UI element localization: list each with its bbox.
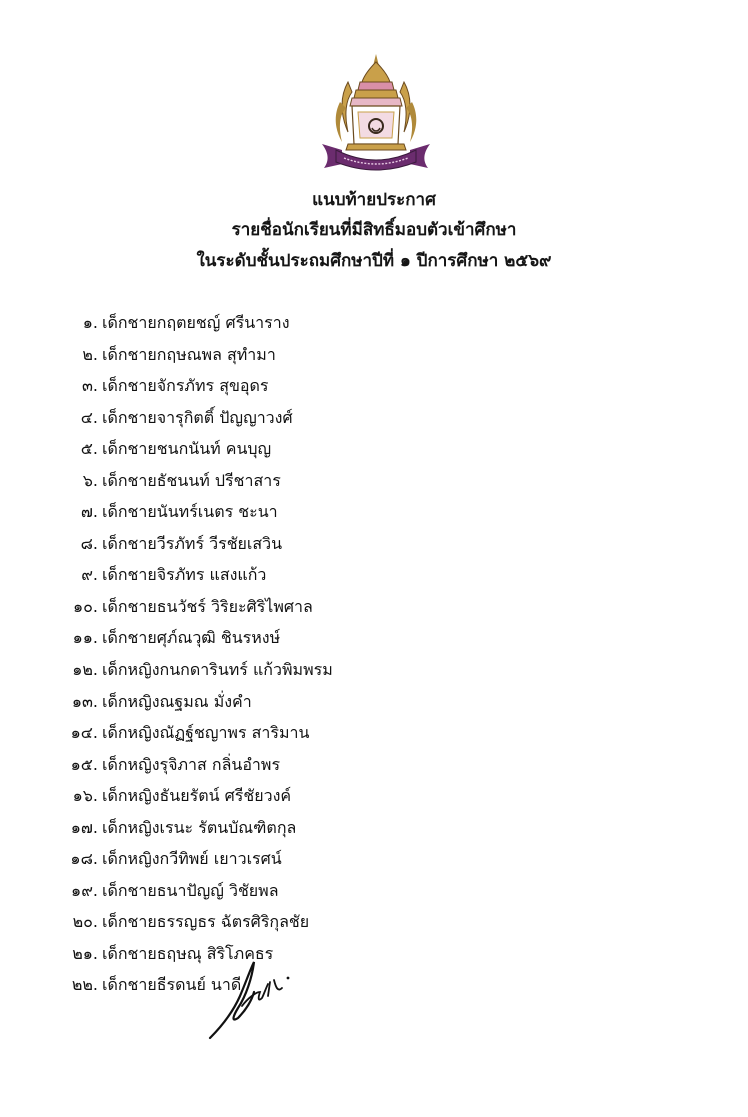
list-item [40, 875, 460, 907]
student-name: เด็กชายนันทร์เนตร ชะนา [102, 502, 278, 522]
student-name: เด็กหญิงรุจิภาส กลิ่นอำพร [102, 754, 281, 774]
student-name: เด็กหญิงณัฏฐ์ชญาพร สาริมาน [102, 723, 310, 743]
list-item [40, 717, 460, 749]
list-item [40, 559, 460, 591]
student-name: เด็กชายชนกนันท์ คนบุญ [102, 439, 272, 459]
list-item [40, 339, 460, 371]
list-item [40, 622, 460, 654]
list-item [40, 906, 460, 938]
list-item [40, 843, 460, 875]
list-item-number: ๒๒. [71, 975, 98, 995]
list-item [40, 307, 460, 339]
list-item-number: ๙. [81, 565, 98, 585]
document-heading-title: รายชื่อนักเรียนที่มีสิทธิ์มอบตัวเข้าศึกษา [231, 220, 517, 240]
list-item-number: ๑๑. [72, 628, 98, 648]
list-item [40, 402, 460, 434]
student-name: เด็กหญิงกวีทิพย์ เยาวเรศน์ [102, 849, 282, 869]
list-item-number: ๖. [82, 470, 98, 490]
document-heading-annex: แนบท้ายประกาศ [312, 190, 436, 210]
list-item-number: ๔. [80, 407, 98, 427]
student-name: เด็กหญิงกนกดารินทร์ แก้วพิมพรม [102, 660, 333, 680]
list-item-number: ๑๐. [72, 596, 98, 616]
student-name: เด็กชายธีรดนย์ นาดี [102, 975, 242, 995]
list-item-number: ๑๓. [71, 691, 98, 711]
student-list [40, 307, 460, 1001]
list-item [40, 686, 460, 718]
document-heading-level: ในระดับชั้นประถมศึกษาปีที่ ๑ ปีการศึกษา ๒๕๖๙ [196, 251, 552, 271]
student-name: เด็กชายธัชนนท์ ปรีชาสาร [102, 470, 281, 490]
student-name: เด็กหญิงธันยรัตน์ ศรีชัยวงค์ [102, 786, 292, 806]
list-item-number: ๒. [82, 344, 98, 364]
list-item-number: ๗. [80, 502, 98, 522]
list-item-number: ๑๒. [72, 660, 98, 680]
handwritten-signature [202, 948, 298, 1044]
list-item [40, 433, 460, 465]
student-name: เด็กหญิงเรนะ รัตนบัณฑิตกุล [102, 817, 297, 837]
student-name: เด็กชายธฤษณุ สิริโภคธร [102, 943, 274, 963]
list-item-number: ๒๐. [72, 912, 98, 932]
list-item [40, 370, 460, 402]
list-item-number: ๑๖. [72, 786, 98, 806]
list-item [40, 812, 460, 844]
list-item [40, 654, 460, 686]
student-name: เด็กชายจักรภัทร สุขอุดร [102, 376, 269, 396]
school-crest-icon [318, 52, 434, 174]
list-item-number: ๘. [80, 533, 98, 553]
list-item-number: ๑๘. [70, 849, 98, 869]
list-item [40, 496, 460, 528]
student-name: เด็กชายจิรภัทร แสงแก้ว [102, 565, 267, 585]
list-item-number: ๑๔. [70, 723, 98, 743]
list-item-number: ๓. [81, 376, 98, 396]
student-name: เด็กชายกฤตยชญ์ ศรีนาราง [102, 313, 290, 332]
student-name: เด็กชายธรรญธร ฉัตรศิริกุลชัย [102, 912, 310, 932]
list-item [40, 465, 460, 497]
student-name: เด็กชายวีรภัทร์ วีรชัยเสวิน [102, 533, 283, 553]
student-name: เด็กชายกฤษณพล สุทำมา [102, 344, 276, 364]
list-item [40, 749, 460, 781]
student-name: เด็กชายธนวัชร์ วิริยะศิริไพศาล [102, 596, 313, 616]
list-item-number: ๑๗. [70, 817, 98, 837]
list-item-number: ๑. [82, 313, 98, 332]
list-item-number: ๑๕. [70, 754, 98, 774]
list-item [40, 780, 460, 812]
student-name: เด็กหญิงณฐมณ มั่งคำ [102, 691, 252, 711]
student-name: เด็กชายธนาปัญญ์ วิชัยพล [102, 880, 279, 900]
list-item-number: ๒๑. [72, 943, 98, 963]
student-name: เด็กชายศุภ์ณวุฒิ ชินรหงษ์ [102, 628, 281, 648]
list-item-number: ๑๙. [71, 880, 98, 900]
list-item [40, 591, 460, 623]
student-name: เด็กชายจารุกิตติ์ ปัญญาวงศ์ [102, 407, 293, 427]
list-item-number: ๕. [80, 439, 98, 459]
list-item [40, 528, 460, 560]
